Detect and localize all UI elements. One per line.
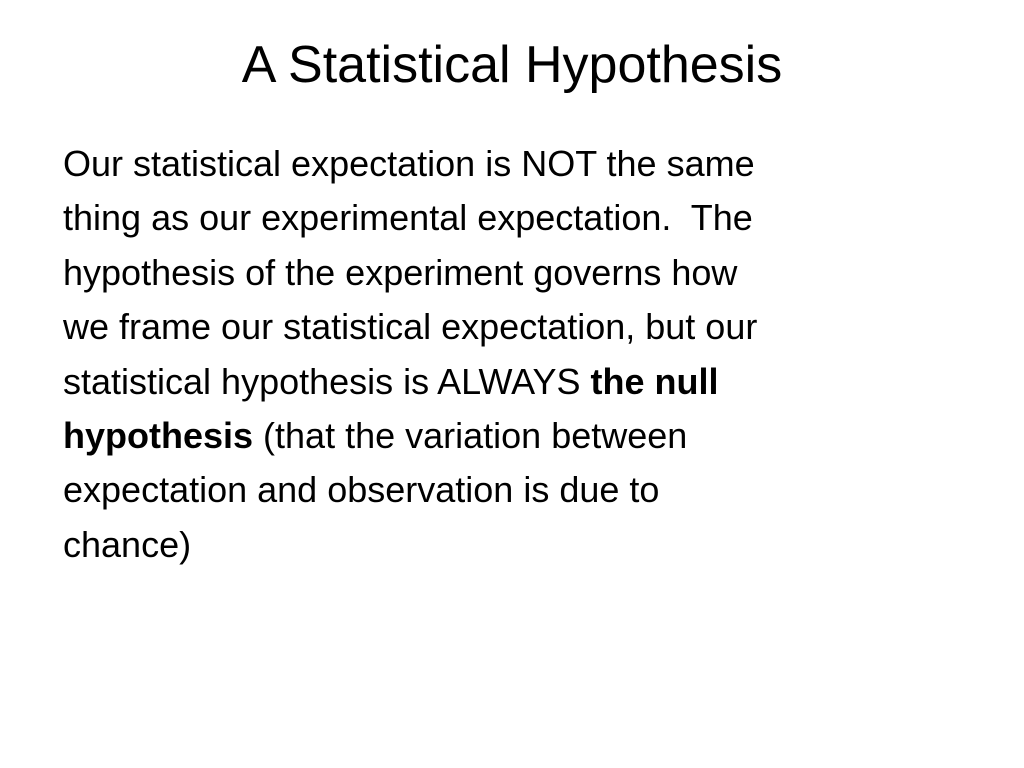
slide-title: A Statistical Hypothesis: [241, 36, 783, 94]
body-line-5-text: statistical hypothesis is ALWAYS: [63, 360, 591, 402]
slide-body: [63, 137, 963, 572]
body-line-5: [63, 355, 963, 409]
body-line-2: thing as our experimental expectation. The: [63, 197, 753, 239]
body-line-6: [63, 409, 963, 463]
body-line-1: Our statistical expectation is NOT the same: [63, 143, 755, 184]
body-line-6-text: (that the variation between: [253, 415, 688, 457]
null-hypothesis-emphasis-part-1: the null: [590, 360, 719, 402]
body-line-7: expectation and observation is due to: [63, 469, 660, 511]
null-hypothesis-emphasis-part-2: hypothesis: [63, 415, 254, 457]
body-line-4: we frame our statistical expectation, but our: [63, 306, 758, 348]
body-line-3: hypothesis of the experiment governs how: [63, 251, 738, 293]
body-line-8: chance): [63, 523, 192, 565]
